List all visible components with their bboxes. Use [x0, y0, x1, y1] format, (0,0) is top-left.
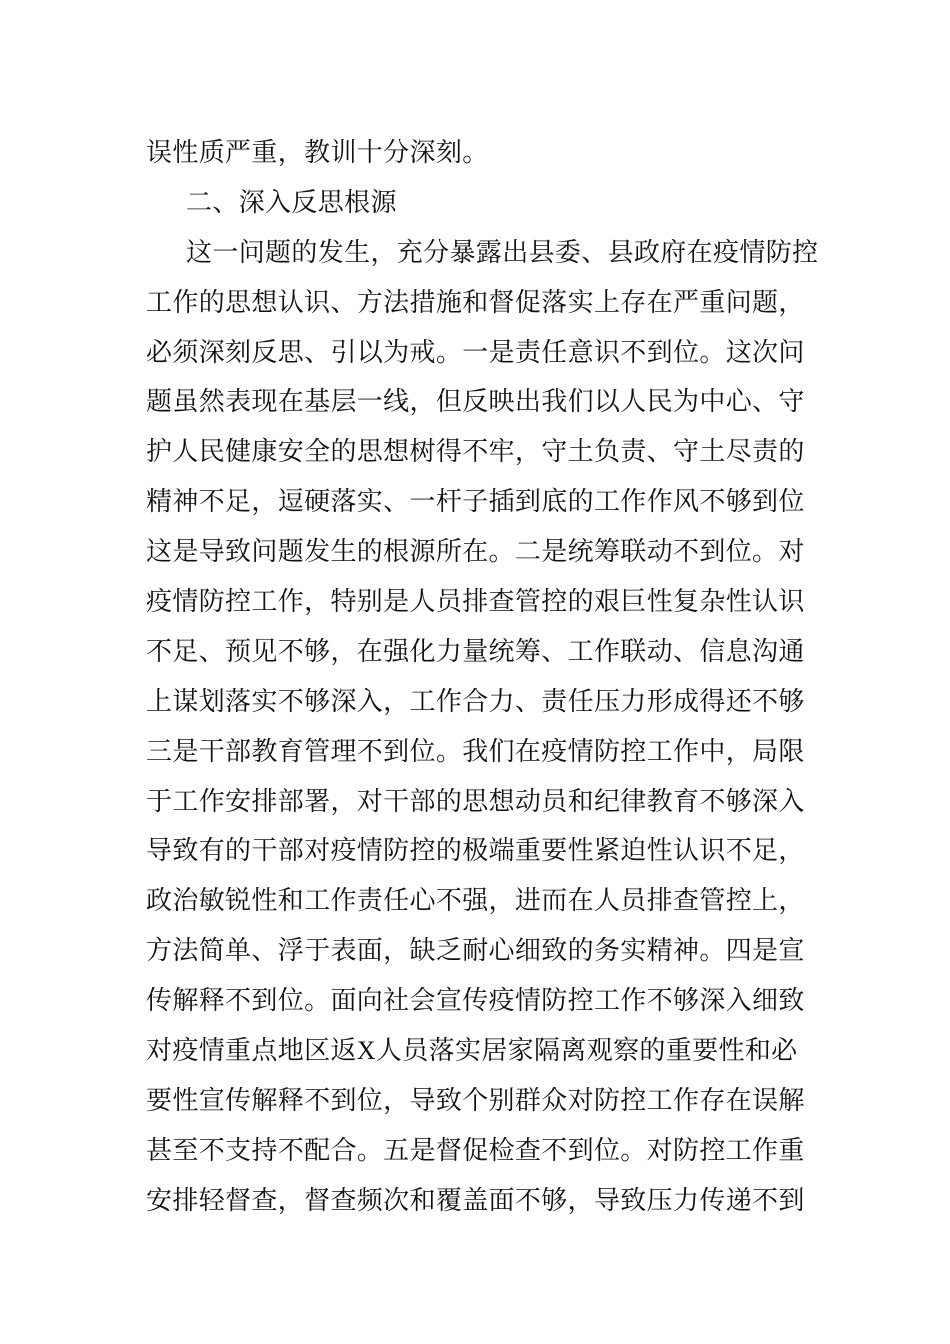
body-line: 导致有的干部对疫情防控的极端重要性紧迫性认识不足， — [146, 836, 805, 866]
body-line: 安排轻督查，督查频次和覆盖面不够，导致压力传递不到 — [146, 1185, 805, 1215]
body-line: 不足、预见不够，在强化力量统筹、工作联动、信息沟通 — [146, 636, 805, 666]
body-line: 政治敏锐性和工作责任心不强，进而在人员排查管控上， — [146, 886, 805, 916]
paragraph-first-line: 这一问题的发生，充分暴露出县委、县政府在疫情防控 — [186, 237, 819, 267]
body-line: 甚至不支持不配合。五是督促检查不到位。对防控工作重 — [146, 1135, 805, 1165]
document-body — [146, 128, 819, 1226]
body-line: 对疫情重点地区返X人员落实居家隔离观察的重要性和必 — [146, 1036, 798, 1066]
body-line: 工作的思想认识、方法措施和督促落实上存在严重问题， — [146, 287, 805, 317]
body-line: 方法简单、浮于表面，缺乏耐心细致的务实精神。四是宣 — [146, 936, 805, 966]
body-line: 这是导致问题发生的根源所在。二是统筹联动不到位。对 — [146, 537, 805, 567]
section-heading: 二、深入反思根源 — [186, 187, 397, 217]
body-line: 题虽然表现在基层一线，但反映出我们以人民为中心、守 — [146, 387, 805, 417]
body-line: 护人民健康安全的思想树得不牢，守土负责、守土尽责的 — [146, 437, 805, 467]
body-line: 精神不足，逗硬落实、一杆子插到底的工作作风不够到位 — [146, 487, 805, 517]
body-line: 要性宣传解释不到位，导致个别群众对防控工作存在误解 — [146, 1085, 805, 1115]
body-line: 上谋划落实不够深入，工作合力、责任压力形成得还不够 — [146, 686, 805, 716]
body-line: 于工作安排部署，对干部的思想动员和纪律教育不够深入 — [146, 786, 805, 816]
body-line: 必须深刻反思、引以为戒。一是责任意识不到位。这次问 — [146, 337, 805, 367]
body-line: 疫情防控工作，特别是人员排查管控的艰巨性复杂性认识 — [146, 587, 805, 617]
body-line: 三是干部教育管理不到位。我们在疫情防控工作中，局限 — [146, 736, 805, 766]
body-line: 传解释不到位。面向社会宣传疫情防控工作不够深入细致 — [146, 986, 805, 1016]
body-line: 误性质严重，教训十分深刻。 — [146, 138, 489, 167]
